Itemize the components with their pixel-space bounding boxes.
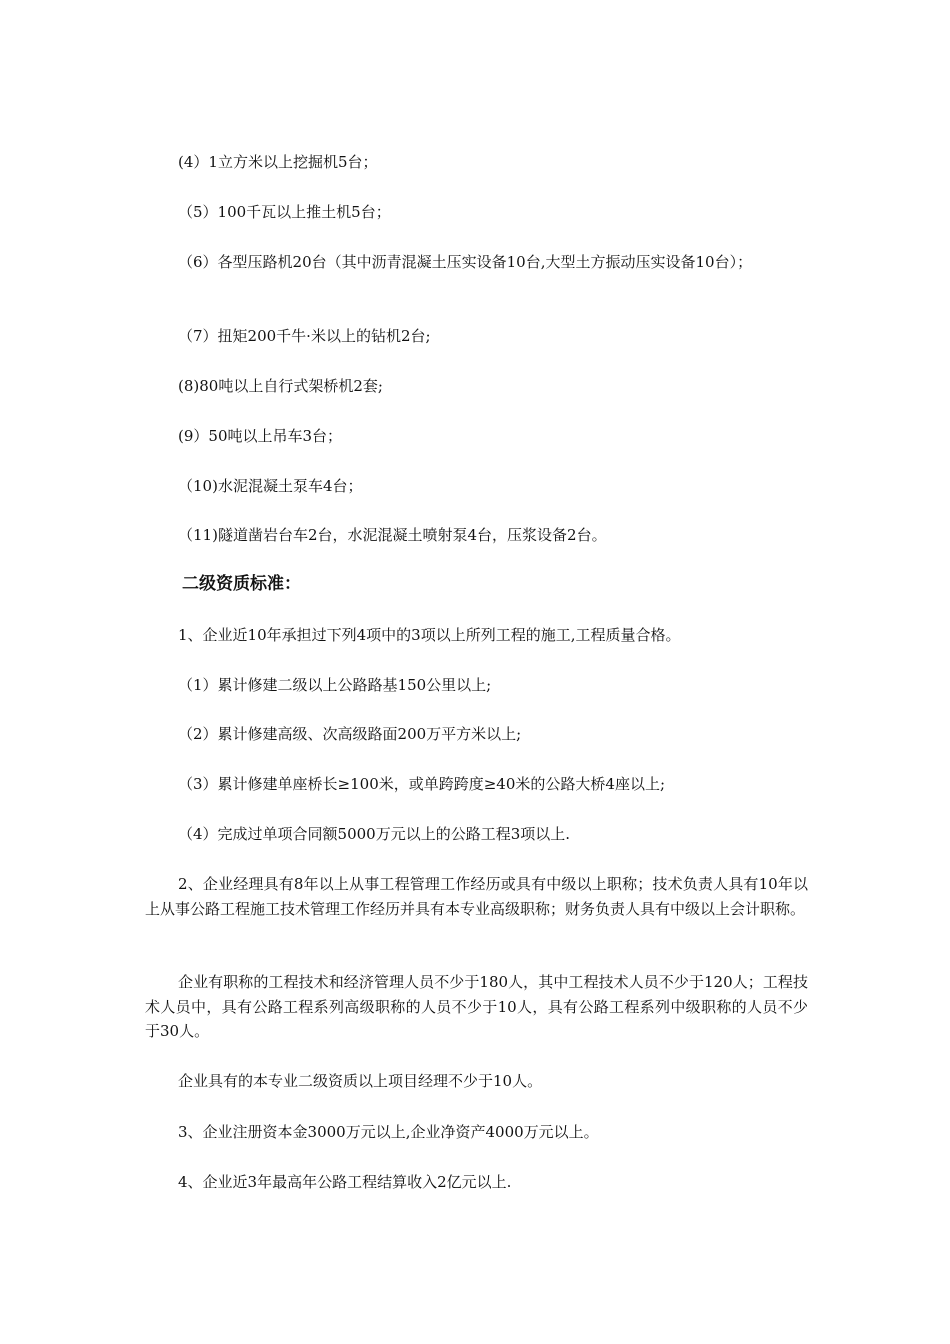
paragraph-item-10: （10)水泥混凝土泵车4台； [178,477,363,495]
sub-requirement-1: （1）累计修建二级以上公路路基150公里以上; [178,676,492,694]
sub-requirement-4: （4）完成过单项合同额5000万元以上的公路工程3项以上. [178,825,571,843]
sub-requirement-2: （2）累计修建高级、次高级路面200万平方米以上; [178,725,522,743]
paragraph-item-6: （6）各型压路机20台（其中沥青混凝土压实设备10台,大型土方振动压实设备10台）； [178,253,753,271]
sub-requirement-3: （3）累计修建单座桥长≥100米，或单跨跨度≥40米的公路大桥4座以上; [178,775,665,793]
requirement-1: 1、企业近10年承担过下列4项中的3项以上所列工程的施工,工程质量合格。 [178,626,681,644]
staff-requirement: 企业有职称的工程技术和经济管理人员不少于180人，其中工程技术人员不少于120人；工程技术人员中，具有公路工程系列高级职称的人员不少于10人，具有公路工程系列中级职称的人员不少于30人。 [145,973,808,1040]
paragraph-item-5: （5）100千瓦以上推土机5台； [178,203,391,221]
paragraph-item-11: （11)隧道凿岩台车2台，水泥混凝土喷射泵4台，压浆设备2台。 [178,526,607,544]
requirement-2: 2、企业经理具有8年以上从事工程管理工作经历或具有中级以上职称；技术负责人具有10年以上从事公路工程施工技术管理工作经历并具有本专业高级职称；财务负责人具有中级以上会计职称。 [145,875,808,918]
requirement-4: 4、企业近3年最高年公路工程结算收入2亿元以上. [178,1173,512,1191]
paragraph-item-9: (9）50吨以上吊车3台； [178,427,343,445]
paragraph-item-8: (8)80吨以上自行式架桥机2套; [178,377,383,395]
requirement-3: 3、企业注册资本金3000万元以上,企业净资产4000万元以上。 [178,1123,599,1141]
manager-requirement: 企业具有的本专业二级资质以上项目经理不少于10人。 [178,1072,543,1090]
paragraph-item-4: (4）1立方米以上挖掘机5台； [178,153,378,171]
section-heading: 二级资质标准： [182,574,301,594]
paragraph-item-7: （7）扭矩200千牛·米以上的钻机2台; [178,327,431,345]
